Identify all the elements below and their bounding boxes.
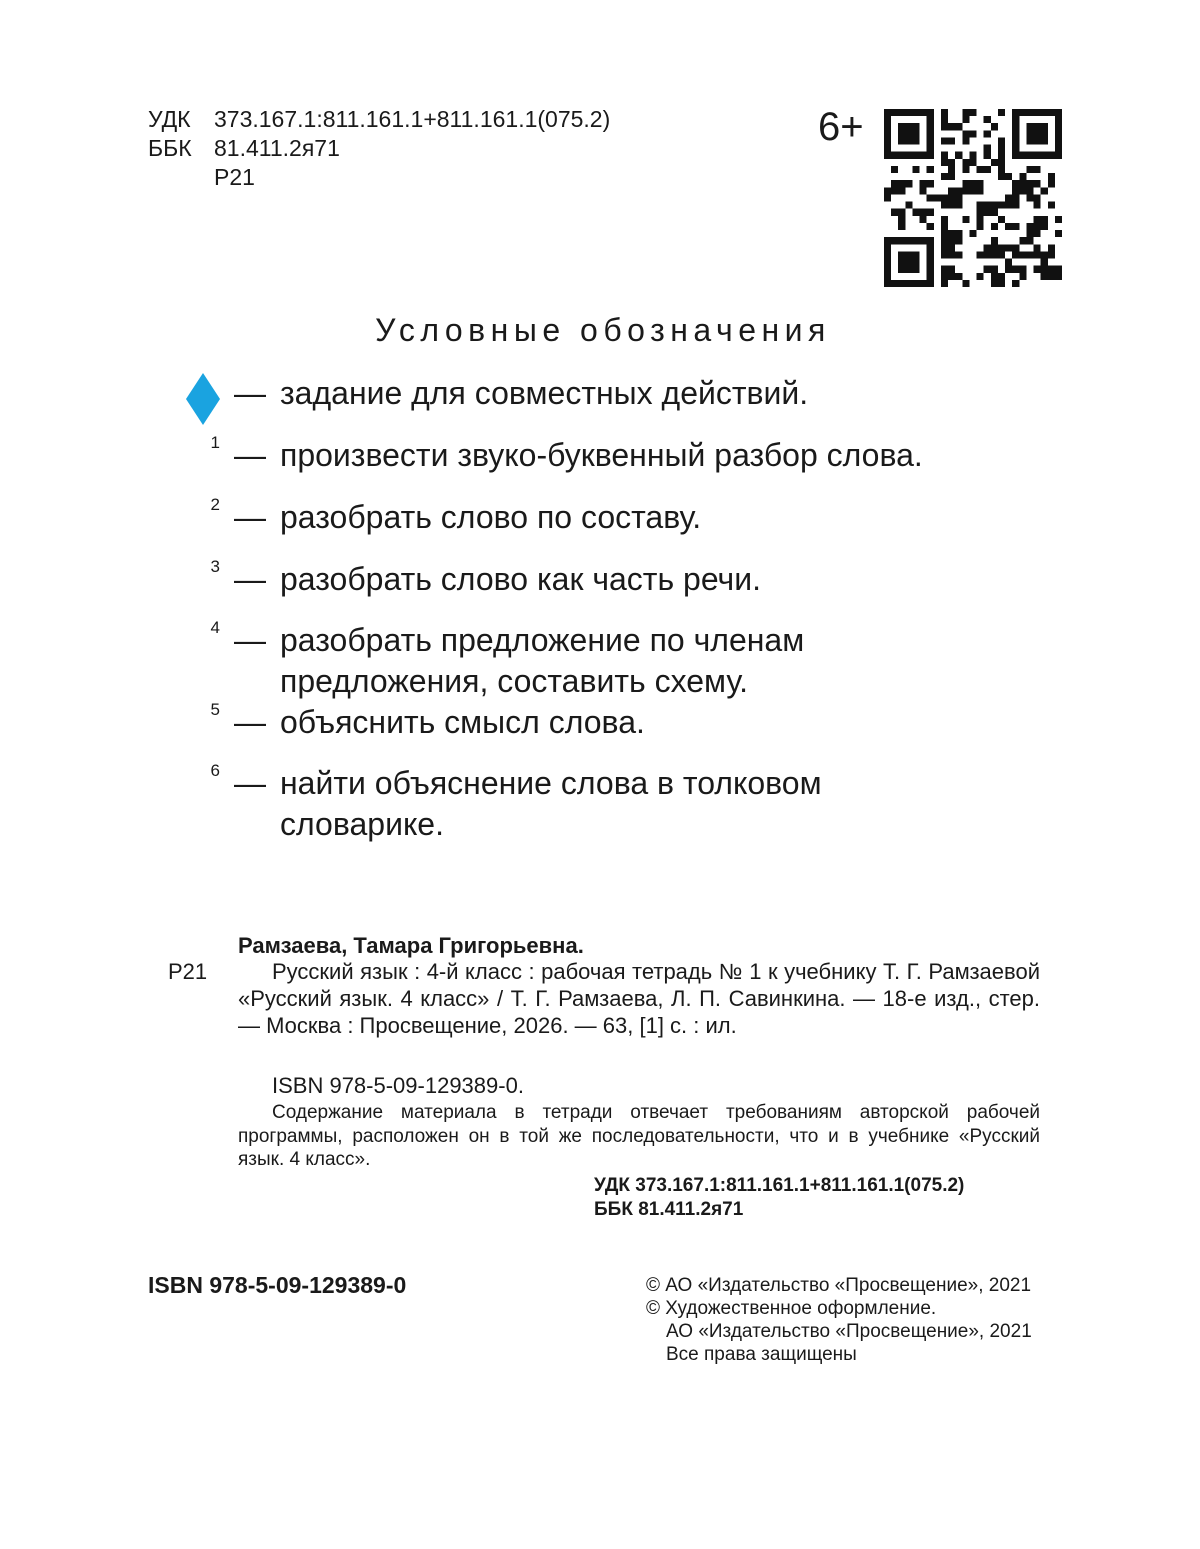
copyright-line: АО «Издательство «Просвещение», 2021 bbox=[666, 1321, 1032, 1342]
qr-code-icon bbox=[884, 109, 1062, 287]
legend-marker: 4 bbox=[210, 618, 220, 637]
legend-item-text bbox=[280, 702, 1160, 743]
udk-value: 373.167.1:811.161.1+811.161.1(075.2) bbox=[214, 106, 611, 132]
legend-dash: — bbox=[234, 499, 266, 535]
legend-dash: — bbox=[234, 622, 266, 658]
legend-dash: — bbox=[234, 704, 266, 740]
bib-author-mark: Р21 bbox=[168, 959, 208, 984]
isbn-main: ISBN 978-5-09-129389-0 bbox=[148, 1272, 407, 1298]
legend-dash: — bbox=[234, 375, 266, 411]
copyright-line: © АО «Издательство «Просвещение», 2021 bbox=[646, 1275, 1032, 1296]
legend-item-text bbox=[280, 763, 1160, 845]
legend-marker: 1 bbox=[210, 433, 220, 452]
legend-marker: 5 bbox=[210, 700, 220, 719]
legend-item-text bbox=[280, 559, 1160, 600]
bib-udk: УДК 373.167.1:811.161.1+811.161.1(075.2) bbox=[594, 1175, 965, 1196]
copyright-block bbox=[646, 1274, 1032, 1366]
udk-label: УДК bbox=[148, 106, 191, 132]
legend-marker: 6 bbox=[210, 761, 220, 780]
legend-item-line: разобрать слово как часть речи. bbox=[280, 561, 761, 597]
legend-item-line: разобрать слово по составу. bbox=[280, 499, 702, 535]
diamond-icon bbox=[186, 373, 220, 425]
legend-item-line: произвести звуко-буквенный разбор слова. bbox=[280, 437, 923, 473]
legend-item-line: разобрать предложение по членам bbox=[280, 622, 805, 658]
author-mark: Р21 bbox=[214, 164, 255, 190]
legend-item-line: задание для совместных действий. bbox=[280, 375, 809, 411]
bib-annotation: Содержание материала в тетради отвечает требованиям авторской рабочей программы, расположен он в той же последовательности, что и в учебнике «Русский язык. 4 класс». bbox=[238, 1102, 1040, 1170]
legend-item-text bbox=[280, 620, 1160, 702]
bib-bbk: ББК 81.411.2я71 bbox=[594, 1199, 744, 1220]
bbk-label: ББК bbox=[148, 135, 192, 161]
legend-dash: — bbox=[234, 765, 266, 801]
legend-item-line: найти объяснение слова в толковом bbox=[280, 765, 822, 801]
legend-title: Условные обозначения bbox=[375, 312, 831, 348]
copyright-line: © Художественное оформление. bbox=[646, 1298, 937, 1319]
bib-isbn: ISBN 978-5-09-129389-0. bbox=[272, 1073, 524, 1098]
legend-dash: — bbox=[234, 561, 266, 597]
legend-item-text bbox=[280, 435, 1160, 476]
legend-marker: 2 bbox=[210, 495, 220, 514]
bib-author: Рамзаева, Тамара Григорьевна. bbox=[238, 933, 584, 958]
legend-marker: 3 bbox=[210, 557, 220, 576]
age-rating: 6+ bbox=[818, 105, 864, 149]
bib-udk-bbk bbox=[594, 1174, 964, 1222]
legend-item-line: словарике. bbox=[280, 806, 444, 842]
bbk-value: 81.411.2я71 bbox=[214, 135, 340, 161]
legend-item-line: предложения, составить схему. bbox=[280, 663, 749, 699]
legend-item-text bbox=[280, 497, 1160, 538]
legend-item-text bbox=[280, 373, 1160, 414]
legend-dash: — bbox=[234, 437, 266, 473]
bib-description: Русский язык : 4-й класс : рабочая тетрадь № 1 к учебнику Т. Г. Рамзаевой «Русский язык. 4 класс» / Т. Г. Рамзаева, Л. П. Савинкина. — 18-е изд., стер. — Москва : Просвещение, 2026. — 63, [1] с. : ил. bbox=[238, 959, 1040, 1038]
legend-item-line: объяснить смысл слова. bbox=[280, 704, 645, 740]
classification-block bbox=[148, 104, 708, 194]
copyright-line: Все права защищены bbox=[666, 1344, 857, 1365]
